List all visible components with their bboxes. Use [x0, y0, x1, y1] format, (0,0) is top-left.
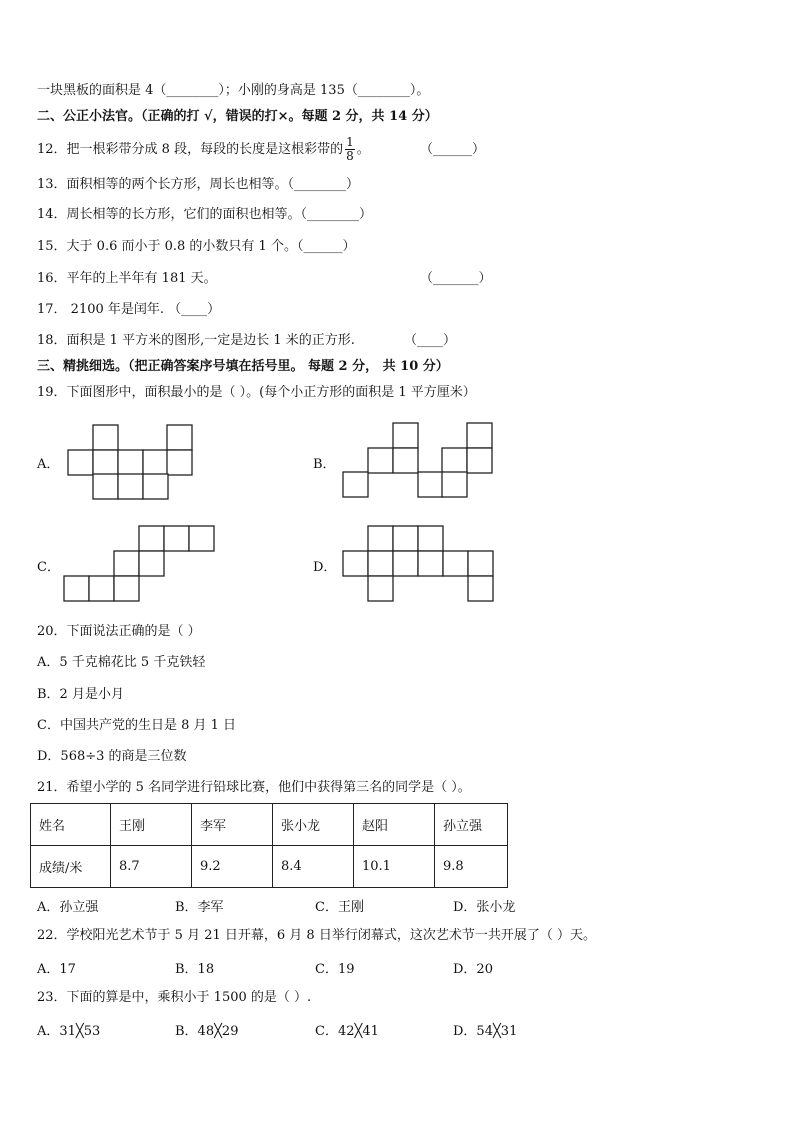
figure-d-square — [418, 551, 443, 576]
q21: 21．希望小学的 5 名同学进行铅球比赛，他们中获得第三名的同学是（ ）。 — [37, 780, 471, 795]
q16: 16．平年的上半年有 181 天。 — [37, 271, 217, 286]
q11-line: 一块黑板的面积是 4（________）；小刚的身高是 135（________）。 — [37, 83, 430, 98]
figure-a-square — [93, 450, 118, 475]
q16-answer-blank[interactable]: （_______） — [420, 271, 492, 286]
figure-a-square — [68, 450, 93, 475]
q19: 19．下面图形中，面积最小的是（ ）。(每个小正方形的面积是 1 平方厘米） — [37, 385, 476, 400]
figure-b-label: B． — [313, 457, 336, 472]
q23-option-c[interactable]: C．42╳41 — [315, 1024, 379, 1039]
figure-c-square — [114, 576, 139, 601]
figure-d-square — [393, 551, 418, 576]
figure-c-square — [89, 576, 114, 601]
q20-option-d: D．568÷3 的商是三位数 — [37, 749, 187, 764]
q15: 15．大于 0.6 而小于 0.8 的小数只有 1 个。（______） — [37, 239, 356, 254]
q21-option-d[interactable]: D．张小龙 — [453, 900, 516, 915]
q12-text: 12．把一根彩带分成 8 段，每段的长度是这根彩带的 — [37, 142, 344, 157]
table-header-row — [31, 804, 508, 846]
q13: 13．面积相等的两个长方形，周长也相等。（________） — [37, 177, 360, 192]
table-cell: 李军 — [192, 804, 273, 846]
q18: 18．面积是 1 平方米的图形,一定是边长 1 米的正方形. — [37, 333, 355, 348]
figure-b-square — [442, 448, 467, 473]
q22-option-b[interactable]: B．18 — [175, 962, 215, 977]
q23-option-b[interactable]: B．48╳29 — [175, 1024, 239, 1039]
q14: 14．周长相等的长方形，它们的面积也相等。（________） — [37, 207, 373, 222]
q22-option-d[interactable]: D．20 — [453, 962, 493, 977]
figure-a-square — [118, 474, 143, 499]
figure-a-label: A． — [37, 457, 60, 472]
q22-option-c[interactable]: C．19 — [315, 962, 355, 977]
figure-a-square — [93, 474, 118, 499]
figure-b-square — [393, 423, 418, 448]
figure-a-square — [143, 474, 168, 499]
figure-b-square — [343, 472, 368, 497]
figure-d-label: D． — [313, 560, 337, 575]
figure-d-square — [418, 526, 443, 551]
q18-answer-blank[interactable]: （____） — [404, 333, 457, 348]
q23-options — [37, 1020, 597, 1038]
q23-option-d[interactable]: D．54╳31 — [453, 1024, 518, 1039]
q22-option-a[interactable]: A．17 — [37, 962, 76, 977]
figure-d-square — [343, 551, 368, 576]
figure-b-grid — [341, 421, 496, 499]
figure-d-square — [393, 526, 418, 551]
q22: 22．学校阳光艺术节于 5 月 21 日开幕，6 月 8 日举行闭幕式，这次艺术节一共开展了（ ）天。 — [37, 928, 596, 943]
q21-option-a[interactable]: A．孙立强 — [37, 900, 99, 915]
q20-option-a: A．5 千克棉花比 5 千克铁轻 — [37, 655, 206, 670]
table-cell: 10.1 — [354, 846, 435, 888]
figure-a-square — [143, 450, 168, 475]
figure-c-square — [139, 551, 164, 576]
figure-a-square — [167, 450, 192, 475]
fraction — [345, 136, 355, 163]
figure-d-square — [368, 551, 393, 576]
q12-period: 。 — [356, 142, 370, 157]
table-cell: 8.7 — [111, 846, 192, 888]
figure-c-square — [64, 576, 89, 601]
fraction-denominator: 8 — [346, 149, 354, 163]
figure-c-square — [164, 526, 189, 551]
table-cell: 8.4 — [273, 846, 354, 888]
table-cell: 王刚 — [111, 804, 192, 846]
figure-d-square — [368, 576, 393, 601]
figure-b-square — [467, 423, 492, 448]
figure-d-square — [443, 551, 468, 576]
table-cell: 姓名 — [31, 804, 111, 846]
table-cell: 9.8 — [435, 846, 508, 888]
figure-b-square — [393, 448, 418, 473]
table-cell: 成绩/米 — [31, 846, 111, 888]
q12-answer-blank[interactable]: （______） — [420, 142, 486, 157]
figure-c-square — [114, 551, 139, 576]
figure-b-square — [467, 448, 492, 473]
q21-option-c[interactable]: C．王刚 — [315, 900, 364, 915]
figure-c-square — [189, 526, 214, 551]
q23: 23．下面的算是中，乘积小于 1500 的是（ ）. — [37, 990, 312, 1005]
figure-a-square — [118, 450, 143, 475]
figure-d-square — [368, 526, 393, 551]
q23-option-a[interactable]: A．31╳53 — [37, 1024, 101, 1039]
q12 — [37, 136, 370, 163]
table-cell: 张小龙 — [273, 804, 354, 846]
q20-option-c: C．中国共产党的生日是 8 月 1 日 — [37, 718, 237, 733]
figure-b-square — [368, 448, 393, 473]
section-3-heading: 三、精挑细选。（把正确答案序号填在括号里。 每题 2 分， 共 10 分） — [37, 359, 449, 374]
table-cell: 孙立强 — [435, 804, 508, 846]
section-2-heading: 二、公正小法官。（正确的打 √，错误的打×。每题 2 分，共 14 分） — [37, 109, 438, 124]
figure-d-square — [468, 551, 493, 576]
q20: 20．下面说法正确的是（ ） — [37, 624, 201, 639]
q20-option-b: B．2 月是小月 — [37, 687, 124, 702]
figure-c-label: C． — [37, 560, 60, 575]
table-cell: 9.2 — [192, 846, 273, 888]
figure-a-grid — [66, 423, 196, 501]
figure-c-grid — [62, 524, 219, 604]
figure-c-square — [139, 526, 164, 551]
table-cell: 赵阳 — [354, 804, 435, 846]
q21-option-b[interactable]: B．李军 — [175, 900, 224, 915]
figure-b-square — [442, 472, 467, 497]
figure-d-grid — [341, 524, 498, 604]
table-row — [31, 846, 508, 888]
figure-b-square — [418, 472, 443, 497]
figure-a-square — [93, 425, 118, 450]
q17: 17． 2100 年是闰年. （____） — [37, 302, 221, 317]
q22-options — [37, 958, 597, 976]
q21-options — [37, 896, 597, 914]
figure-d-square — [468, 576, 493, 601]
figure-a-square — [167, 425, 192, 450]
score-table — [30, 803, 508, 888]
fraction-numerator: 1 — [346, 135, 354, 149]
